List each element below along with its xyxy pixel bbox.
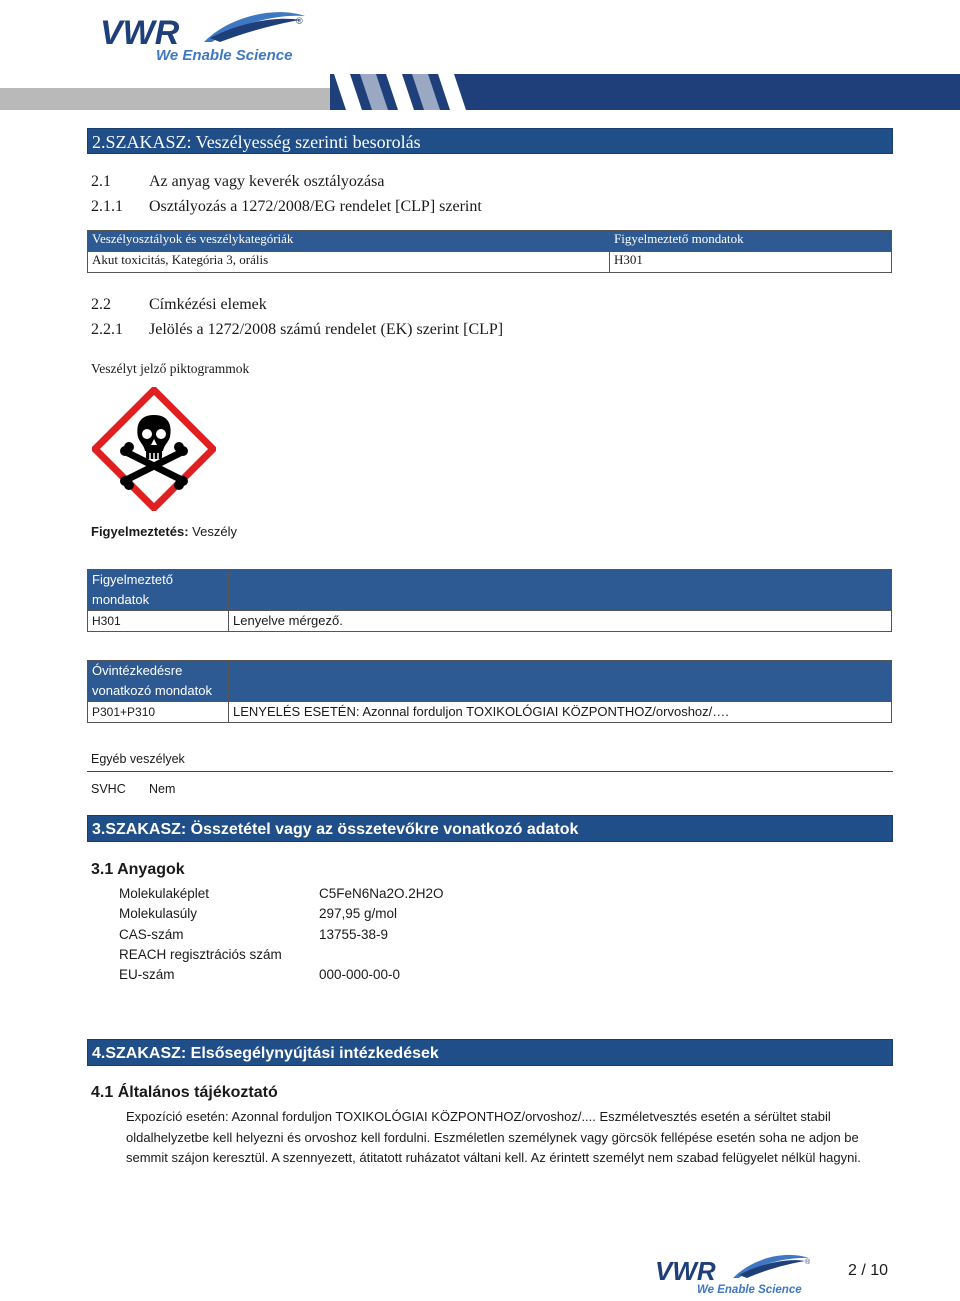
hazard-header-blank xyxy=(229,570,892,611)
kv-key-reach: REACH regisztrációs szám xyxy=(119,947,282,962)
hazard-header-line2: mondatok xyxy=(92,592,150,607)
classification-table xyxy=(87,230,892,273)
section-3-title: 3.SZAKASZ: Összetétel vagy az összetevőkre vonatkozó adatok xyxy=(87,815,893,842)
kv-value-formula: C5FeN6Na2O.2H2O xyxy=(319,886,444,901)
classification-cell-code: H301 xyxy=(610,252,892,273)
precautionary-statements-table xyxy=(87,660,892,723)
kv-key-formula: Molekulaképlet xyxy=(119,886,210,901)
first-aid-line-2: oldalhelyzetbe kell helyezni és orvoshoz kell fordulni. Eszméletlen személynek vagy görcsök fellépése esetén soha ne adjon be xyxy=(126,1129,859,1145)
pictogram-label: Veszélyt jelző piktogrammok xyxy=(91,361,250,376)
classification-header-right: Figyelmeztető mondatok xyxy=(610,231,892,252)
precaution-header-blank xyxy=(229,661,892,702)
signal-word-label: Figyelmeztetés: xyxy=(91,524,189,539)
vwr-logo-mark xyxy=(100,8,315,64)
page-number: 2 / 10 xyxy=(848,1262,889,1279)
heading-2-1-1 xyxy=(91,198,791,218)
vwr-logo-header xyxy=(100,8,315,64)
hazard-header xyxy=(88,570,229,611)
logo-tagline: We Enable Science xyxy=(156,47,293,64)
first-aid-line-3: semmit szájon keresztül. A szennyezett, átitatott ruházatot váltani kell. Az érintett személyt nem szabad felügyelet nélkül hagyni. xyxy=(126,1150,861,1165)
signal-word-value: Veszély xyxy=(192,524,237,539)
footer-wordmark: VWR xyxy=(655,1256,716,1286)
precaution-text: LENYELÉS ESETÉN: Azonnal forduljon TOXIKOLÓGIAI KÖZPONTHOZ/orvoshoz/…. xyxy=(229,702,892,723)
classification-header-left: Veszélyosztályok és veszélykategóriák xyxy=(88,231,610,252)
heading-2-2-1-text: Jelölés a 1272/2008 számú rendelet (EK) szerint [CLP] xyxy=(149,321,504,338)
hazard-header-line1: Figyelmeztető xyxy=(92,572,173,587)
logo-wordmark: VWR xyxy=(100,14,180,52)
heading-2-2-number: 2.2 xyxy=(91,296,111,313)
section-4-title: 4.SZAKASZ: Elsősegélynyújtási intézkedések xyxy=(87,1039,893,1066)
heading-2-1-1-text: Osztályozás a 1272/2008/EG rendelet [CLP] szerint xyxy=(149,198,482,215)
kv-value-cas: 13755-38-9 xyxy=(319,927,389,942)
heading-2-2-text: Címkézési elemek xyxy=(149,296,267,313)
chevron-pattern-icon xyxy=(330,74,480,110)
section-2-title: 2.SZAKASZ: Veszélyesség szerinti besorolás xyxy=(87,128,893,154)
other-hazards-divider xyxy=(87,771,893,772)
header-band xyxy=(0,74,960,110)
svhc-value: Nem xyxy=(149,782,176,796)
heading-2-1-1-number: 2.1.1 xyxy=(91,198,123,215)
vwr-logo-footer xyxy=(655,1252,815,1296)
precaution-header xyxy=(88,661,229,702)
section-3-1-heading: 3.1 Anyagok xyxy=(91,861,185,878)
classification-cell-category: Akut toxicitás, Kategória 3, orális xyxy=(88,252,610,273)
kv-key-cas: CAS-szám xyxy=(119,927,184,942)
kv-value-eu: 000-000-00-0 xyxy=(319,967,401,982)
kv-key-molweight: Molekulasúly xyxy=(119,906,198,921)
hazard-code: H301 xyxy=(88,611,229,632)
registered-mark: ® xyxy=(296,16,303,26)
hazard-text: Lenyelve mérgező. xyxy=(229,611,892,632)
kv-key-eu: EU-szám xyxy=(119,967,175,982)
kv-value-molweight: 297,95 g/mol xyxy=(319,906,398,921)
heading-2-2 xyxy=(91,296,791,316)
heading-2-1-number: 2.1 xyxy=(91,173,111,190)
heading-2-1-text: Az anyag vagy keverék osztályozása xyxy=(149,173,385,190)
other-hazards-label: Egyéb veszélyek xyxy=(91,752,185,766)
signal-word-row xyxy=(91,524,237,539)
skull-crossbones-icon xyxy=(92,387,216,511)
ghs-skull-crossbones-pictogram xyxy=(92,387,216,511)
footer-registered-mark: ® xyxy=(805,1259,811,1266)
heading-2-2-1-number: 2.2.1 xyxy=(91,321,123,338)
section-4-1-heading: 4.1 Általános tájékoztató xyxy=(91,1084,278,1101)
svhc-label: SVHC xyxy=(91,782,126,796)
precaution-code: P301+P310 xyxy=(88,702,229,723)
first-aid-line-1: Expozíció esetén: Azonnal forduljon TOXIKOLÓGIAI KÖZPONTHOZ/orvoshoz/.... Eszméletvesztés esetén a sérültet stabil xyxy=(126,1109,831,1124)
precaution-header-line1: Óvintézkedésre xyxy=(92,663,183,678)
first-aid-paragraph xyxy=(126,1107,896,1169)
heading-2-1 xyxy=(91,173,791,193)
hazard-statements-table xyxy=(87,569,892,632)
precaution-header-line2: vonatkozó mondatok xyxy=(92,683,212,698)
heading-2-2-1 xyxy=(91,321,791,341)
footer-tagline: We Enable Science xyxy=(697,1284,802,1296)
vwr-logo-footer-mark xyxy=(655,1252,815,1296)
